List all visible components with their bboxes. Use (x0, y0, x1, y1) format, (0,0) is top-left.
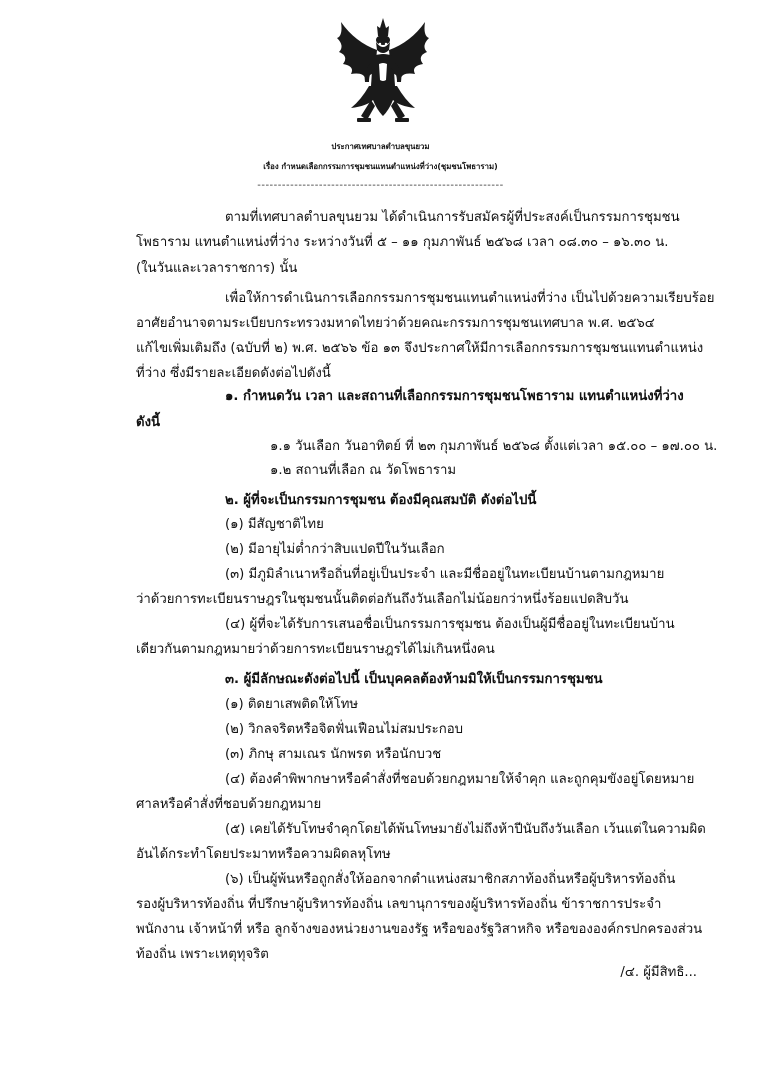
list-item: เดียวกันตามกฎหมายว่าด้วยการทะเบียนราษฎรได้ไม่เกินหนึ่งคน (136, 642, 495, 657)
next-page-reference: /๔. ผู้มีสิทธิ... (620, 965, 697, 980)
paragraph-line: โพธาราม แทนตำแหน่งที่ว่าง ระหว่างวันที่ ๕ – ๑๑ กุมภาพันธ์ ๒๕๖๘ เวลา ๐๘.๓๐ – ๑๖.๓๐ น. (136, 235, 669, 250)
list-item: พนักงาน เจ้าหน้าที่ หรือ ลูกจ้างของหน่วยงานของรัฐ หรือของรัฐวิสาหกิจ หรือขององค์กรปกครองส่วน (136, 922, 703, 937)
section-heading: ดังนี้ (136, 415, 161, 430)
list-item: รองผู้บริหารท้องถิ่น ที่ปรึกษาผู้บริหารท้องถิ่น เลขานุการของผู้บริหารท้องถิ่น ข้าราชการประจำ (136, 897, 662, 912)
announcement-title: ประกาศเทศบาลตำบลขุนยวม (331, 142, 430, 151)
list-item: (๓) ภิกษุ สามเณร นักพรต หรือนักบวช (225, 747, 442, 762)
list-item: ว่าด้วยการทะเบียนราษฎรในชุมชนนั้นติดต่อกันถึงวันเลือกไม่น้อยกว่าหนึ่งร้อยแปดสิบวัน (136, 592, 629, 607)
section-heading: ๑. กำหนดวัน เวลา และสถานที่เลือกกรรมการชุมชนโพธาราม แทนตำแหน่งที่ว่าง (225, 389, 684, 404)
list-item: (๖) เป็นผู้พ้นหรือถูกสั่งให้ออกจากตำแหน่งสมาชิกสภาท้องถิ่นหรือผู้บริหารท้องถิ่น (225, 872, 676, 887)
list-item: (๒) มีอายุไม่ต่ำกว่าสิบแปดปีในวันเลือก (225, 542, 445, 557)
list-item: (๕) เคยได้รับโทษจำคุกโดยได้พ้นโทษมายังไม่ถึงห้าปีนับถึงวันเลือก เว้นแต่ในความผิด (225, 822, 706, 837)
paragraph-line: อาศัยอำนาจตามระเบียบกระทรวงมหาดไทยว่าด้วยคณะกรรมการชุมชนเทศบาล พ.ศ. ๒๕๖๔ (136, 316, 655, 331)
announcement-subject: เรื่อง กำหนดเลือกกรรมการชุมชนแทนตำแหน่งที่ว่าง(ชุมชนโพธาราม) (263, 162, 498, 171)
list-item: อันได้กระทำโดยประมาทหรือความผิดลหุโทษ (136, 847, 391, 862)
paragraph-line: (ในวันและเวลาราชการ) นั้น (136, 261, 298, 276)
paragraph-line: ที่ว่าง ซึ่งมีรายละเอียดดังต่อไปดังนี้ (136, 366, 331, 381)
list-item: ท้องถิ่น เพราะเหตุทุจริต (136, 947, 269, 962)
list-item: (๔) ผู้ที่จะได้รับการเสนอชื่อเป็นกรรมการชุมชน ต้องเป็นผู้มีชื่ออยู่ในทะเบียนบ้าน (225, 617, 675, 632)
list-item: (๑) ติดยาเสพติดให้โทษ (225, 697, 359, 712)
list-item: (๑) มีสัญชาติไทย (225, 517, 324, 532)
section-heading: ๒. ผู้ที่จะเป็นกรรมการชุมชน ต้องมีคุณสมบัติ ดังต่อไปนี้ (225, 493, 537, 508)
paragraph-line: แก้ไขเพิ่มเติมถึง (ฉบับที่ ๒) พ.ศ. ๒๕๖๖ ข้อ ๑๓ จึงประกาศให้มีการเลือกกรรมการชุมชนแทนตำแหน่ง (136, 341, 704, 356)
list-item: (๒) วิกลจริตหรือจิตฟั่นเฟือนไม่สมประกอบ (225, 722, 464, 737)
list-item: ศาลหรือคำสั่งที่ชอบด้วยกฎหมาย (136, 797, 322, 812)
garuda-emblem-icon (333, 16, 433, 124)
separator-line: ------------------------------------------------------------ (257, 180, 504, 191)
paragraph-line: ตามที่เทศบาลตำบลขุนยวม ได้ดำเนินการรับสมัครผู้ที่ประสงค์เป็นกรรมการชุมชน (225, 210, 680, 225)
paragraph-line: เพื่อให้การดำเนินการเลือกกรรมการชุมชนแทนตำแหน่งที่ว่าง เป็นไปด้วยความเรียบร้อย (225, 291, 715, 306)
list-item: (๓) มีภูมิลำเนาหรือถิ่นที่อยู่เป็นประจำ และมีชื่ออยู่ในทะเบียนบ้านตามกฎหมาย (225, 567, 665, 582)
list-item: ๑.๑ วันเลือก วันอาทิตย์ ที่ ๒๓ กุมภาพันธ์ ๒๕๖๘ ตั้งแต่เวลา ๑๕.๐๐ – ๑๗.๐๐ น. (270, 439, 718, 454)
section-heading: ๓. ผู้มีลักษณะดังต่อไปนี้ เป็นบุคคลต้องห้ามมิให้เป็นกรรมการชุมชน (225, 672, 603, 687)
list-item: (๔) ต้องคำพิพากษาหรือคำสั่งที่ชอบด้วยกฎหมายให้จำคุก และถูกคุมขังอยู่โดยหมาย (225, 772, 695, 787)
list-item: ๑.๒ สถานที่เลือก ณ วัดโพธาราม (270, 463, 457, 478)
